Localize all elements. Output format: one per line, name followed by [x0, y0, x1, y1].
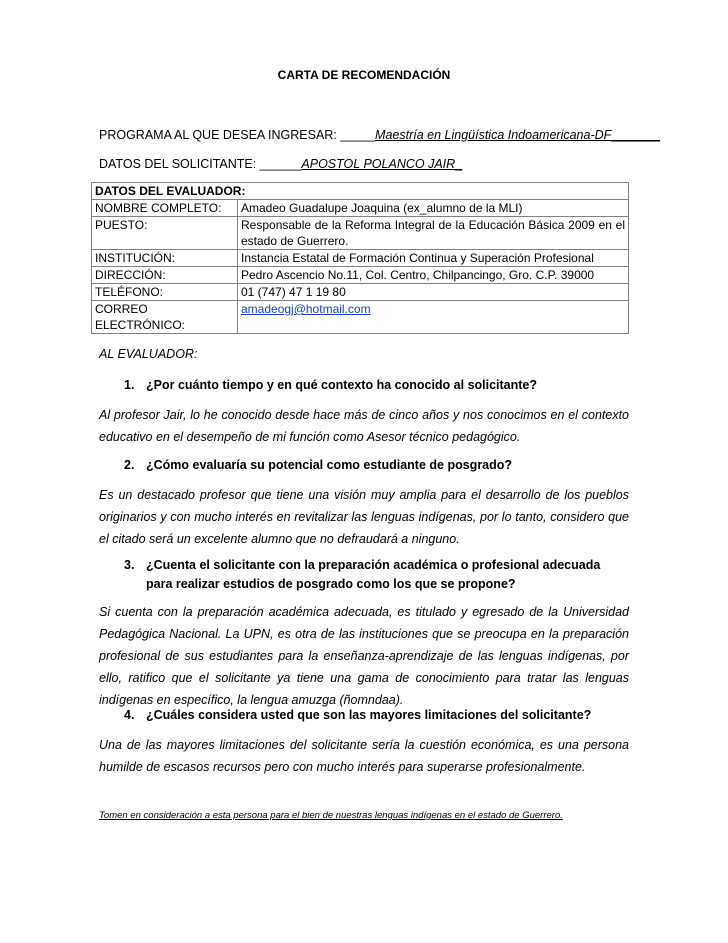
footer-note: Tomen en consideración a esta persona para el bien de nuestras lenguas indígenas en el estado de Guerrero.: [99, 810, 563, 821]
email-link[interactable]: amadeogj@hotmail.com: [241, 302, 371, 316]
question-number: 1.: [124, 378, 135, 392]
table-row: [92, 217, 629, 250]
table-row: [92, 301, 629, 334]
question-number: 3.: [124, 558, 135, 572]
answer-3: Si cuenta con la preparación académica adecuada, es titulado y egresado de la Universidad Pedagógica Nacional. La UPN, es otra de las instituciones que se preocupa en la preparación profesional de sus estudiantes para la enseñanza-aprendizaje de las lenguas indígenas, por ello, ratifico que el solicitante ya tiene una gama de conocimiento para tratar las lenguas indígenas en específico, la lengua amuzga (ñomndaa).: [99, 605, 629, 707]
programa-label: PROGRAMA AL QUE DESEA INGRESAR: _____: [99, 128, 376, 142]
correo-key: CORREO ELECTRÓNICO:: [92, 301, 238, 334]
evaluador-header: DATOS DEL EVALUADOR:: [92, 183, 629, 200]
table-row: [92, 183, 629, 200]
evaluador-table: [91, 182, 629, 334]
table-row: [92, 284, 629, 301]
direccion-key: DIRECCIÓN:: [92, 267, 238, 284]
question-text: ¿Cómo evaluaría su potencial como estudiante de posgrado?: [146, 458, 513, 472]
question-1: [124, 378, 629, 392]
solicitante-label: DATOS DEL SOLICITANTE: ______: [99, 157, 302, 171]
question-text: ¿Cuenta el solicitante con la preparación académica o profesional adecuada para realizar estudios de posgrado como los que se propone?: [146, 558, 601, 591]
correo-cell: [238, 301, 629, 334]
answer-4: Una de las mayores limitaciones del solicitante sería la cuestión económica, es una persona humilde de escasos recursos pero con mucho interés para superarse profesionalmente.: [99, 738, 629, 774]
question-3: [124, 556, 629, 594]
answer-1: Al profesor Jair, lo he conocido desde hace más de cinco años y nos conocimos en el contexto educativo en el desempeño de mi función como Asesor técnico pedagógico.: [99, 408, 629, 444]
direccion-value: Pedro Ascencio No.11, Col. Centro, Chilpancingo, Gro. C.P. 39000: [238, 267, 629, 284]
solicitante-value: APOSTOL POLANCO JAIR: [301, 157, 456, 171]
nombre-value: Amadeo Guadalupe Joaquina (ex_alumno de la MLI): [238, 200, 629, 217]
telefono-value: 01 (747) 47 1 19 80: [238, 284, 629, 301]
question-text: ¿Por cuánto tiempo y en qué contexto ha conocido al solicitante?: [146, 378, 538, 392]
puesto-key: PUESTO:: [92, 217, 238, 250]
telefono-key: TELÉFONO:: [92, 284, 238, 301]
programa-line: [99, 128, 660, 142]
answer-2: Es un destacado profesor que tiene una visión muy amplia para el desarrollo de los pueblos originarios y con mucho interés en revitalizar las lenguas indígenas, por lo tanto, considero que el citado será un excelente alumno que no defraudará a ninguno.: [99, 488, 629, 546]
question-number: 2.: [124, 458, 135, 472]
table-row: [92, 267, 629, 284]
question-4: [124, 708, 629, 722]
puesto-value: Responsable de la Reforma Integral de la Educación Básica 2009 en el estado de Guerrero.: [238, 217, 629, 250]
solicitante-trail: _: [455, 157, 463, 171]
institucion-value: Instancia Estatal de Formación Continua y Superación Profesional: [238, 250, 629, 267]
document-title: CARTA DE RECOMENDACIÓN: [277, 68, 451, 82]
nombre-key: NOMBRE COMPLETO:: [92, 200, 238, 217]
question-number: 4.: [124, 708, 135, 722]
question-text: ¿Cuáles considera usted que son las mayores limitaciones del solicitante?: [146, 708, 592, 722]
programa-trail: _______: [611, 128, 660, 142]
solicitante-line: [99, 157, 462, 171]
programa-value: Maestría en Lingüística Indoamericana-DF: [375, 128, 612, 142]
institucion-key: INSTITUCIÓN:: [92, 250, 238, 267]
table-row: [92, 250, 629, 267]
table-row: [92, 200, 629, 217]
question-2: [124, 458, 629, 472]
al-evaluador-heading: AL EVALUADOR:: [99, 347, 198, 361]
